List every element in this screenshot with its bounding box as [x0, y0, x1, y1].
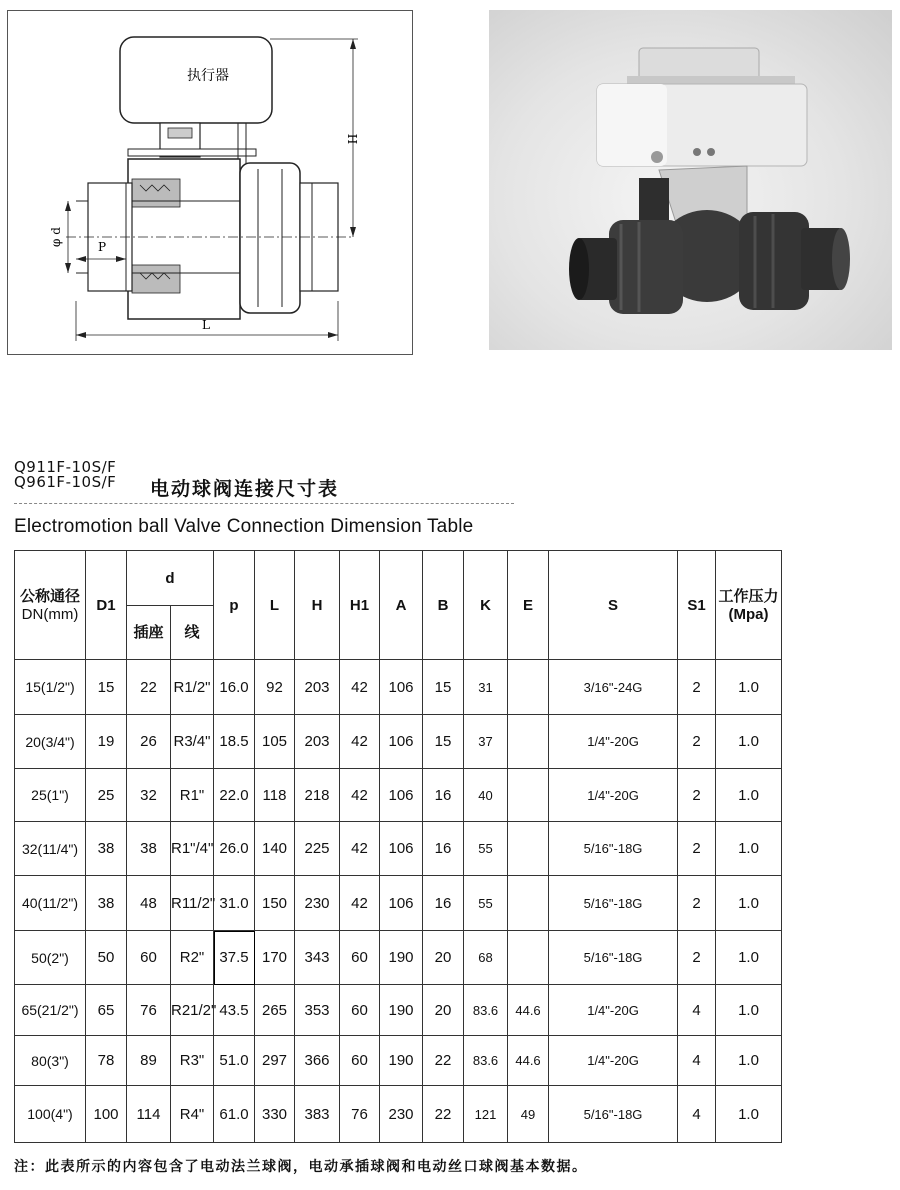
cell-a: 106: [380, 876, 423, 931]
header-l: L: [255, 551, 295, 660]
cell-pressure: 1.0: [716, 822, 782, 876]
cell-thread: R3": [171, 1036, 214, 1086]
cell-k: 55: [464, 876, 508, 931]
cell-socket: 26: [127, 715, 171, 769]
cell-h1: 60: [340, 985, 380, 1036]
table-body: [15, 660, 782, 1143]
cell-k: 68: [464, 931, 508, 985]
cell-s: 1/4"-20G: [549, 985, 678, 1036]
cell-p: 37.5: [214, 931, 255, 985]
dim-p-label: P: [97, 240, 107, 254]
cell-h: 343: [295, 931, 340, 985]
cell-p: 61.0: [214, 1086, 255, 1143]
cell-d1: 65: [86, 985, 127, 1036]
cell-b: 15: [423, 660, 464, 715]
cell-l: 297: [255, 1036, 295, 1086]
cell-l: 140: [255, 822, 295, 876]
cell-l: 170: [255, 931, 295, 985]
table-row: [15, 660, 782, 715]
model-line-1: Q911F-10S/F: [14, 458, 117, 476]
cell-thread: R21/2": [171, 985, 214, 1036]
cell-s1: 2: [678, 660, 716, 715]
header-b: B: [423, 551, 464, 660]
cell-s1: 2: [678, 715, 716, 769]
cell-p: 22.0: [214, 769, 255, 822]
cell-socket: 38: [127, 822, 171, 876]
cell-p: 43.5: [214, 985, 255, 1036]
cell-pressure: 1.0: [716, 985, 782, 1036]
divider: [14, 503, 514, 504]
cell-k: 121: [464, 1086, 508, 1143]
cell-h1: 42: [340, 769, 380, 822]
valve-cross-section-diagram: [8, 11, 412, 354]
header-d1: D1: [86, 551, 127, 660]
table-row: [15, 876, 782, 931]
cell-dn: 20(3/4"): [15, 715, 86, 769]
cell-l: 150: [255, 876, 295, 931]
cell-s: 1/4"-20G: [549, 715, 678, 769]
cell-a: 190: [380, 931, 423, 985]
cell-d1: 38: [86, 876, 127, 931]
cell-h: 383: [295, 1086, 340, 1143]
cell-k: 55: [464, 822, 508, 876]
cell-h1: 42: [340, 822, 380, 876]
cell-p: 31.0: [214, 876, 255, 931]
cell-b: 20: [423, 931, 464, 985]
cell-h1: 42: [340, 660, 380, 715]
table-row: [15, 715, 782, 769]
cell-dn: 100(4"): [15, 1086, 86, 1143]
cell-thread: R1/2": [171, 660, 214, 715]
cell-b: 22: [423, 1086, 464, 1143]
cell-a: 230: [380, 1086, 423, 1143]
header-k: K: [464, 551, 508, 660]
cell-s1: 2: [678, 876, 716, 931]
cell-pressure: 1.0: [716, 876, 782, 931]
cell-h: 225: [295, 822, 340, 876]
cell-dn: 65(21/2"): [15, 985, 86, 1036]
table-row: [15, 1086, 782, 1143]
cell-s: 5/16"-18G: [549, 931, 678, 985]
cell-thread: R4": [171, 1086, 214, 1143]
cell-s: 5/16"-18G: [549, 1086, 678, 1143]
cell-l: 105: [255, 715, 295, 769]
cell-p: 18.5: [214, 715, 255, 769]
dim-phi-d-label: φ d: [49, 227, 63, 247]
product-photo: [489, 10, 892, 350]
cell-b: 20: [423, 985, 464, 1036]
cell-thread: R1"/4": [171, 822, 214, 876]
header-d: d: [127, 551, 214, 606]
dim-h-label: H: [345, 133, 359, 145]
cell-l: 330: [255, 1086, 295, 1143]
header-d-socket: 插座: [127, 606, 171, 660]
cell-a: 106: [380, 660, 423, 715]
cell-a: 106: [380, 715, 423, 769]
cell-socket: 48: [127, 876, 171, 931]
cell-k: 83.6: [464, 1036, 508, 1086]
header-h1: H1: [340, 551, 380, 660]
technical-drawing: [7, 10, 413, 355]
header-p: p: [214, 551, 255, 660]
cell-a: 190: [380, 985, 423, 1036]
cell-s: 1/4"-20G: [549, 1036, 678, 1086]
cell-k: 31: [464, 660, 508, 715]
cell-p: 26.0: [214, 822, 255, 876]
table-row: [15, 769, 782, 822]
table-row: [15, 822, 782, 876]
cell-h1: 42: [340, 876, 380, 931]
cell-s1: 2: [678, 769, 716, 822]
cell-l: 265: [255, 985, 295, 1036]
table-row: [15, 931, 782, 985]
dimension-table: [14, 550, 782, 1143]
cell-e: [508, 876, 549, 931]
cell-h1: 42: [340, 715, 380, 769]
cell-dn: 80(3"): [15, 1036, 86, 1086]
cell-a: 190: [380, 1036, 423, 1086]
cell-thread: R1": [171, 769, 214, 822]
model-numbers: [14, 460, 116, 490]
cell-d1: 19: [86, 715, 127, 769]
cell-thread: R3/4": [171, 715, 214, 769]
cell-h: 218: [295, 769, 340, 822]
english-title: Electromotion ball Valve Connection Dimension Table: [14, 516, 474, 537]
cell-e: [508, 715, 549, 769]
cell-pressure: 1.0: [716, 1086, 782, 1143]
cell-b: 16: [423, 822, 464, 876]
cell-thread: R2": [171, 931, 214, 985]
cell-l: 92: [255, 660, 295, 715]
cell-k: 40: [464, 769, 508, 822]
cell-k: 83.6: [464, 985, 508, 1036]
table-row: [15, 1036, 782, 1086]
model-line-2: Q961F-10S/F: [14, 473, 117, 491]
cell-d1: 50: [86, 931, 127, 985]
cell-s1: 2: [678, 931, 716, 985]
actuator-label: 执行器: [187, 68, 229, 84]
cell-d1: 100: [86, 1086, 127, 1143]
header-a: A: [380, 551, 423, 660]
cell-e: [508, 931, 549, 985]
cell-dn: 32(11/4"): [15, 822, 86, 876]
chinese-title: 电动球阀连接尺寸表: [150, 478, 340, 500]
cell-a: 106: [380, 769, 423, 822]
cell-socket: 32: [127, 769, 171, 822]
cell-d1: 38: [86, 822, 127, 876]
cell-p: 16.0: [214, 660, 255, 715]
cell-socket: 60: [127, 931, 171, 985]
cell-s: 5/16"-18G: [549, 876, 678, 931]
cell-h: 366: [295, 1036, 340, 1086]
cell-l: 118: [255, 769, 295, 822]
cell-thread: R11/2": [171, 876, 214, 931]
cell-b: 16: [423, 876, 464, 931]
cell-pressure: 1.0: [716, 769, 782, 822]
cell-pressure: 1.0: [716, 660, 782, 715]
cell-e: [508, 769, 549, 822]
table-row: [15, 985, 782, 1036]
cell-h1: 60: [340, 931, 380, 985]
cell-e: [508, 660, 549, 715]
cell-e: 44.6: [508, 1036, 549, 1086]
cell-s: 3/16"-24G: [549, 660, 678, 715]
cell-s: 1/4"-20G: [549, 769, 678, 822]
cell-s1: 2: [678, 822, 716, 876]
cell-pressure: 1.0: [716, 931, 782, 985]
cell-b: 15: [423, 715, 464, 769]
cell-k: 37: [464, 715, 508, 769]
cell-h1: 76: [340, 1086, 380, 1143]
cell-e: [508, 822, 549, 876]
cell-h: 203: [295, 715, 340, 769]
electric-ball-valve-image: [489, 10, 892, 350]
header-e: E: [508, 551, 549, 660]
header-dn: 公称通径 DN(mm): [15, 551, 86, 660]
cell-h1: 60: [340, 1036, 380, 1086]
cell-socket: 114: [127, 1086, 171, 1143]
cell-e: 44.6: [508, 985, 549, 1036]
header-h: H: [295, 551, 340, 660]
header-s: S: [549, 551, 678, 660]
cell-s1: 4: [678, 1086, 716, 1143]
dim-l-label: L: [202, 318, 210, 332]
cell-dn: 15(1/2"): [15, 660, 86, 715]
cell-socket: 76: [127, 985, 171, 1036]
footnote: 注：此表所示的内容包含了电动法兰球阀，电动承插球阀和电动丝口球阀基本数据。: [14, 1159, 588, 1175]
cell-b: 22: [423, 1036, 464, 1086]
cell-socket: 89: [127, 1036, 171, 1086]
cell-dn: 40(11/2"): [15, 876, 86, 931]
header-d-thread: 线: [171, 606, 214, 660]
cell-b: 16: [423, 769, 464, 822]
cell-d1: 15: [86, 660, 127, 715]
cell-pressure: 1.0: [716, 1036, 782, 1086]
cell-d1: 25: [86, 769, 127, 822]
cell-dn: 50(2"): [15, 931, 86, 985]
cell-e: 49: [508, 1086, 549, 1143]
cell-d1: 78: [86, 1036, 127, 1086]
cell-s: 5/16"-18G: [549, 822, 678, 876]
cell-dn: 25(1"): [15, 769, 86, 822]
cell-a: 106: [380, 822, 423, 876]
cell-h: 203: [295, 660, 340, 715]
cell-h: 353: [295, 985, 340, 1036]
header-pressure: 工作压力 (Mpa): [716, 551, 782, 660]
cell-socket: 22: [127, 660, 171, 715]
cell-s1: 4: [678, 1036, 716, 1086]
cell-pressure: 1.0: [716, 715, 782, 769]
cell-s1: 4: [678, 985, 716, 1036]
cell-h: 230: [295, 876, 340, 931]
header-s1: S1: [678, 551, 716, 660]
cell-p: 51.0: [214, 1036, 255, 1086]
